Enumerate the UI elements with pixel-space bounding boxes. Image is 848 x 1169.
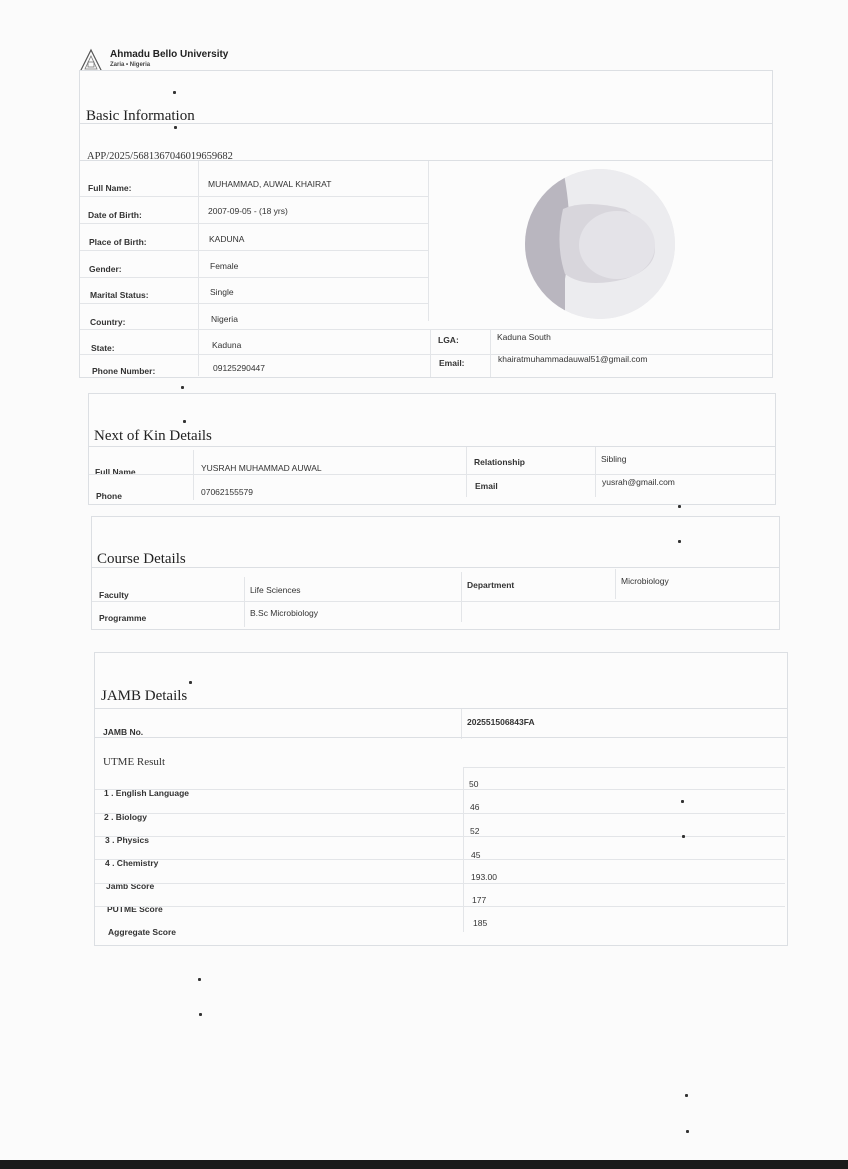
application-id: APP/2025/5681367046019659682 <box>87 151 233 162</box>
result-english-label: 1 . English Language <box>104 788 190 798</box>
full-name-label: Full Name: <box>88 183 132 193</box>
lga-value: Kaduna South <box>497 332 551 342</box>
country-value: Nigeria <box>211 314 238 324</box>
kin-phone-value: 07062155579 <box>201 487 254 497</box>
result-physics-label: 3 . Physics <box>105 835 149 845</box>
department-value: Microbiology <box>621 576 669 586</box>
result-physics-value: 52 <box>470 826 480 836</box>
state-label: State: <box>91 343 115 353</box>
photo-placeholder-icon <box>525 169 675 319</box>
marital-status-label: Marital Status: <box>90 290 149 300</box>
date-of-birth-value: 2007-09-05 - (18 yrs) <box>208 206 288 216</box>
course-details-section <box>91 516 780 630</box>
kin-relationship-label: Relationship <box>474 457 526 467</box>
next-of-kin-title: Next of Kin Details <box>94 428 212 444</box>
jamb-details-section <box>94 652 788 946</box>
state-value: Kaduna <box>212 340 242 350</box>
aggregate-score-value: 185 <box>473 918 488 928</box>
lga-label: LGA: <box>438 335 459 345</box>
result-chemistry-value: 45 <box>471 850 481 860</box>
kin-phone-label: Phone <box>96 491 122 501</box>
place-of-birth-value: KADUNA <box>209 234 245 244</box>
jamb-no-value: 202551506843FA <box>467 717 535 727</box>
utme-result-title: UTME Result <box>103 756 166 768</box>
email-value: khairatmuhammadauwal51@gmail.com <box>498 354 648 364</box>
jamb-details-title: JAMB Details <box>101 688 188 704</box>
jamb-score-value: 193.00 <box>471 872 497 882</box>
place-of-birth-label: Place of Birth: <box>89 237 147 247</box>
kin-full-name-label: Full Name <box>95 467 136 477</box>
faculty-value: Life Sciences <box>250 585 301 595</box>
gender-value: Female <box>210 261 239 271</box>
programme-value: B.Sc Microbiology <box>250 608 319 618</box>
putme-score-value: 177 <box>472 895 487 905</box>
university-location: Zaria • Nigeria <box>110 62 151 68</box>
result-chemistry-label: 4 . Chemistry <box>105 858 159 868</box>
kin-full-name-value: YUSRAH MUHAMMAD AUWAL <box>201 463 322 473</box>
kin-relationship-value: Sibling <box>601 454 627 464</box>
email-label: Email: <box>439 358 465 368</box>
jamb-score-label: Jamb Score <box>106 881 155 891</box>
aggregate-score-label: Aggregate Score <box>108 927 177 937</box>
marital-status-value: Single <box>210 287 234 297</box>
kin-email-label: Email <box>475 481 498 491</box>
result-english-value: 50 <box>469 779 479 789</box>
result-biology-value: 46 <box>470 802 480 812</box>
kin-email-value: yusrah@gmail.com <box>602 477 675 487</box>
jamb-no-label: JAMB No. <box>103 727 144 737</box>
basic-information-title: Basic Information <box>86 108 195 124</box>
gender-label: Gender: <box>89 264 122 274</box>
result-biology-label: 2 . Biology <box>104 812 147 822</box>
basic-information-section <box>79 70 773 378</box>
phone-number-value: 09125290447 <box>213 363 266 373</box>
putme-score-label: PUTME Score <box>107 904 163 914</box>
country-label: Country: <box>90 317 126 327</box>
course-details-title: Course Details <box>97 551 186 567</box>
phone-number-label: Phone Number: <box>92 366 156 376</box>
department-label: Department <box>467 580 515 590</box>
full-name-value: MUHAMMAD, AUWAL KHAIRAT <box>208 179 332 189</box>
university-name: Ahmadu Bello University <box>110 49 229 60</box>
next-of-kin-section <box>88 393 776 505</box>
faculty-label: Faculty <box>99 590 129 600</box>
programme-label: Programme <box>99 613 147 623</box>
passport-photo <box>525 169 675 319</box>
date-of-birth-label: Date of Birth: <box>88 210 142 220</box>
